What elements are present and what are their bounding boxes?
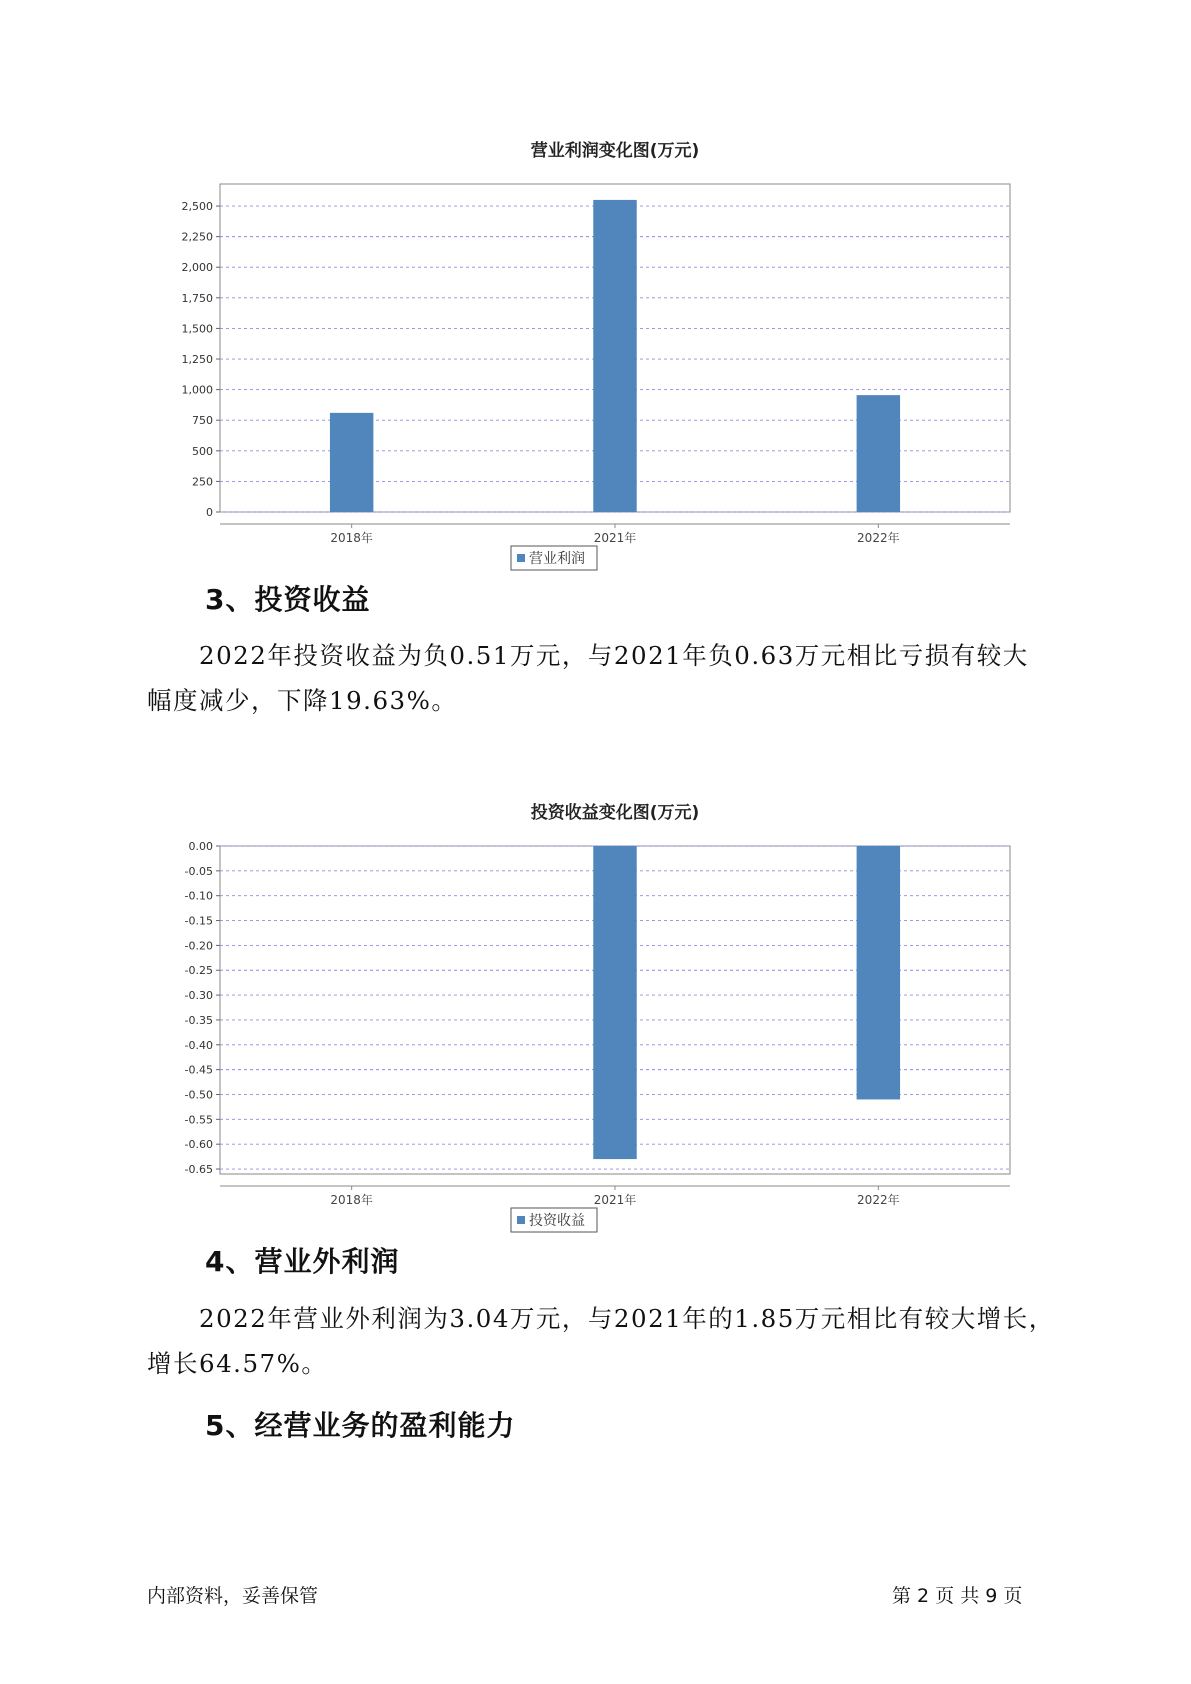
section-3-line-2: 幅度减少，下降19.63%。 (147, 686, 458, 715)
y-tick-label: -0.30 (184, 989, 213, 1003)
section-4-line-2: 增长64.57%。 (147, 1349, 328, 1378)
y-tick-label: 750 (192, 414, 213, 428)
section-5-heading: 5、经营业务的盈利能力 (205, 1409, 516, 1442)
section-4-paragraph (147, 1296, 1055, 1386)
section-3-line-1: 2022年投资收益为负0.51万元，与2021年负0.63万元相比亏损有较大 (199, 641, 1029, 670)
legend-label: 投资收益 (529, 1213, 585, 1229)
y-tick-label: -0.50 (184, 1088, 213, 1102)
operating-profit-chart-svg (150, 128, 1030, 578)
x-tick-label: 2022年 (857, 1193, 900, 1207)
legend-swatch (517, 554, 525, 562)
chart-legend (511, 546, 597, 570)
y-tick-label: -0.15 (184, 914, 213, 928)
y-tick-label: 2,000 (181, 261, 213, 275)
section-4-heading: 4、营业外利润 (205, 1245, 400, 1278)
y-tick-label: 0.00 (188, 840, 213, 853)
footer-page-number: 第 2 页 共 9 页 (892, 1585, 1023, 1607)
x-tick-label: 2022年 (857, 531, 900, 545)
y-tick-label: 2,500 (181, 200, 213, 214)
chart-title: 营业利润变化图(万元) (530, 141, 700, 161)
y-tick-label: -0.20 (184, 939, 213, 953)
legend-swatch (517, 1216, 525, 1224)
x-tick-label: 2021年 (593, 531, 637, 545)
section-3-paragraph (147, 633, 1047, 723)
y-tick-label: -0.35 (184, 1013, 213, 1027)
y-tick-label: -0.40 (184, 1038, 213, 1052)
bar-2022年 (857, 395, 900, 512)
y-tick-label: 2,250 (181, 230, 213, 244)
y-tick-label: -0.45 (184, 1063, 213, 1077)
y-tick-label: 500 (192, 444, 213, 458)
y-tick-label: -0.60 (184, 1138, 213, 1152)
x-tick-label: 2018年 (330, 1193, 373, 1207)
bar-2018年 (330, 413, 373, 512)
investment-income-chart-svg (150, 790, 1030, 1240)
y-tick-label: 1,750 (181, 291, 213, 305)
section-4-line-1: 2022年营业外利润为3.04万元，与2021年的1.85万元相比有较大增长， (199, 1304, 1055, 1333)
bar-2021年 (593, 846, 636, 1159)
y-tick-label: 1,000 (181, 383, 213, 397)
y-tick-label: -0.55 (184, 1113, 213, 1127)
footer-confidential-note: 内部资料，妥善保管 (147, 1585, 319, 1607)
x-tick-label: 2018年 (330, 531, 373, 545)
operating-profit-chart (150, 128, 1030, 578)
y-tick-label: 250 (192, 475, 213, 489)
investment-income-chart (150, 790, 1030, 1240)
y-tick-label: 1,500 (181, 322, 213, 336)
section-3-heading: 3、投资收益 (205, 583, 371, 616)
bar-2022年 (857, 846, 900, 1099)
y-tick-label: -0.05 (184, 864, 213, 878)
legend-label: 营业利润 (529, 551, 585, 567)
chart-title: 投资收益变化图(万元) (530, 803, 700, 823)
chart-legend (511, 1208, 597, 1232)
y-tick-label: -0.65 (184, 1163, 213, 1177)
bar-2021年 (593, 200, 636, 512)
y-tick-label: 1,250 (181, 353, 213, 367)
y-tick-label: -0.10 (184, 889, 213, 903)
y-tick-label: -0.25 (184, 964, 213, 978)
y-tick-label: 0 (206, 506, 213, 519)
x-tick-label: 2021年 (593, 1193, 637, 1207)
